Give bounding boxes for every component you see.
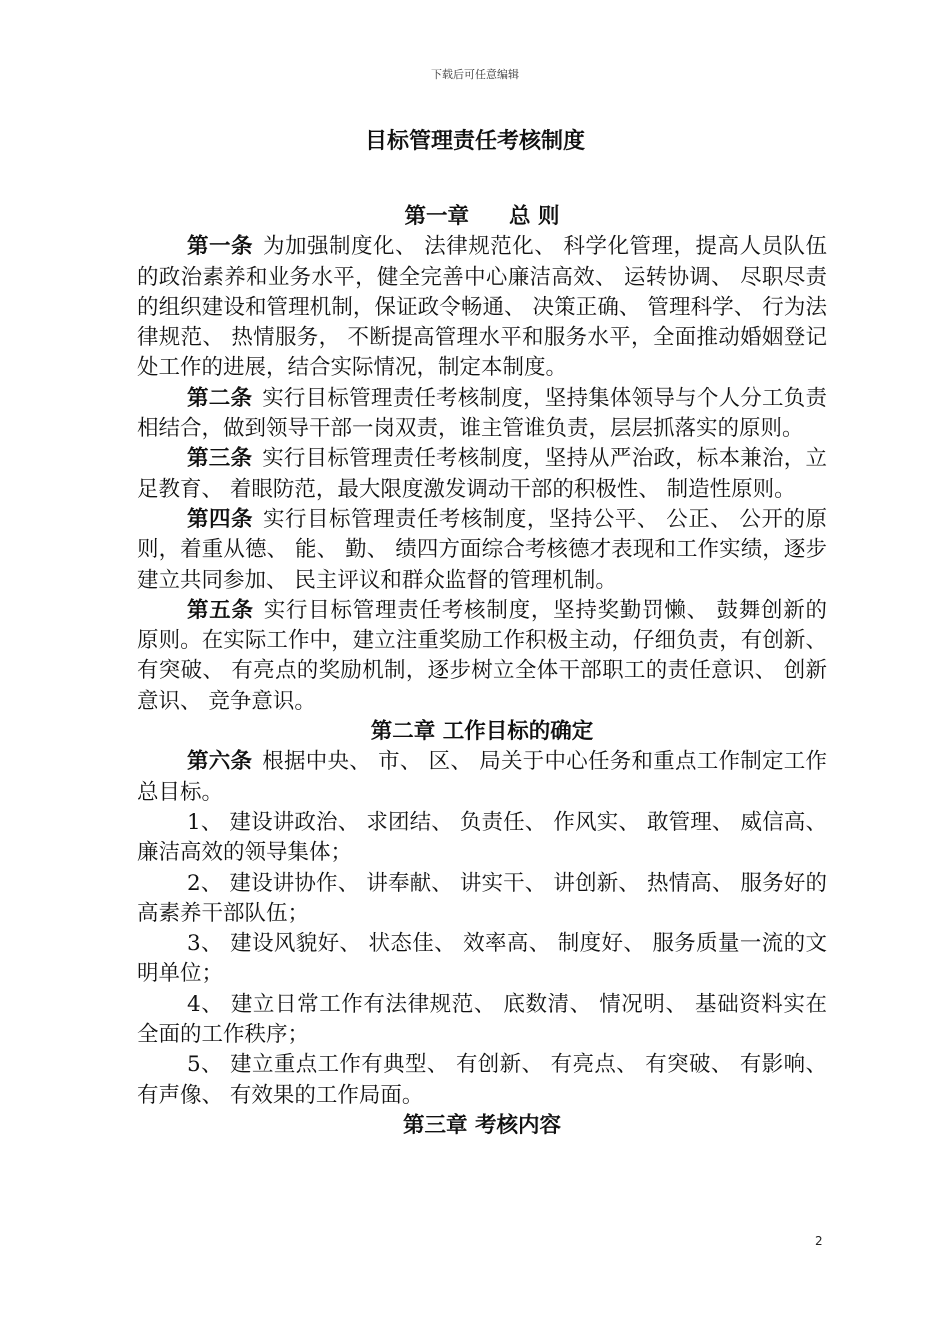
chapter-2-heading: 第二章 工作目标的确定 <box>370 719 594 745</box>
item-text: 建立重点工作有典型、 有创新、 有亮点、 有突破、 有影响、 有声像、 有效果的工作局面。 <box>137 1052 827 1108</box>
article-text: 实行目标管理责任考核制度，坚持集体领导与个人分工负责相结合，做到领导干部一岗双责，谁主管谁负责，层层抓落实的原则。 <box>137 385 827 442</box>
document-body <box>137 202 827 1141</box>
item-number: 5、 <box>187 1052 223 1078</box>
goal-item-1 <box>137 808 827 869</box>
item-text: 建设讲协作、 讲奉献、 讲实干、 讲创新、 热情高、 服务好的高素养干部队伍； <box>137 870 827 926</box>
article-label: 第三条 <box>187 446 253 472</box>
item-number: 1、 <box>187 809 223 835</box>
article-4 <box>137 505 827 596</box>
article-text: 实行目标管理责任考核制度，坚持从严治政，标本兼治，立足教育、 着眼防范，最大限度激发调动干部的积极性、 制造性原则。 <box>137 446 827 502</box>
article-label: 第五条 <box>187 597 254 623</box>
article-2 <box>137 384 827 445</box>
page-header-note: 下载后可任意编辑 <box>431 68 519 81</box>
article-label: 第一条 <box>187 234 253 260</box>
goal-item-4 <box>137 990 827 1051</box>
article-6 <box>137 747 827 808</box>
article-1 <box>137 232 827 383</box>
page-number: 2 <box>815 1234 823 1248</box>
item-number: 3、 <box>187 931 223 957</box>
article-text: 根据中央、 市、 区、 局关于中心任务和重点工作制定工作总目标。 <box>137 749 827 805</box>
article-label: 第六条 <box>187 749 253 775</box>
article-label: 第二条 <box>187 385 253 411</box>
article-text: 实行目标管理责任考核制度，坚持公平、 公正、 公开的原则，着重从德、 能、 勤、 绩四方面综合考核德才表现和工作实绩，逐步建立共同参加、 民主评议和群众监督的管理机制。 <box>137 506 827 593</box>
document-title: 目标管理责任考核制度 <box>364 129 585 154</box>
article-label: 第四条 <box>187 506 253 532</box>
goal-item-2 <box>137 869 827 930</box>
article-5 <box>137 596 827 717</box>
chapter-1-title: 总 则 <box>509 204 560 229</box>
chapter-1-number: 第一章 <box>404 204 469 229</box>
item-text: 建立日常工作有法律规范、 底数清、 情况明、 基础资料实在全面的工作秩序； <box>137 991 827 1048</box>
chapter-3-heading: 第三章 考核内容 <box>403 1112 561 1138</box>
article-text: 实行目标管理责任考核制度，坚持奖勤罚懒、 鼓舞创新的原则。在实际工作中，建立注重奖励工作积极主动，仔细负责，有创新、 有突破、 有亮点的奖励机制，逐步树立全体干部职工的责任意识、 创新意识、 竞争意识。 <box>137 597 827 714</box>
item-text: 建设讲政治、 求团结、 负责任、 作风实、 敢管理、 威信高、 廉洁高效的领导集体； <box>137 809 827 866</box>
goal-item-3 <box>137 929 827 990</box>
goal-item-5 <box>137 1050 827 1111</box>
chapter-1-heading <box>137 202 827 232</box>
item-number: 4、 <box>187 991 224 1017</box>
item-text: 建设风貌好、 状态佳、 效率高、 制度好、 服务质量一流的文明单位； <box>137 931 827 987</box>
article-text: 为加强制度化、 法律规范化、 科学化管理，提高人员队伍的政治素养和业务水平，健全完善中心廉洁高效、 运转协调、 尽职尽责的组织建设和管理机制，保证政令畅通、 决策正确、 管理科学、 行为法律规范、 热情服务， 不断提高管理水平和服务水平，全面推动婚姻登记处工作的进展，结合实际情况，制定本制度。 <box>137 234 827 381</box>
item-number: 2、 <box>187 870 223 896</box>
article-3 <box>137 444 827 505</box>
